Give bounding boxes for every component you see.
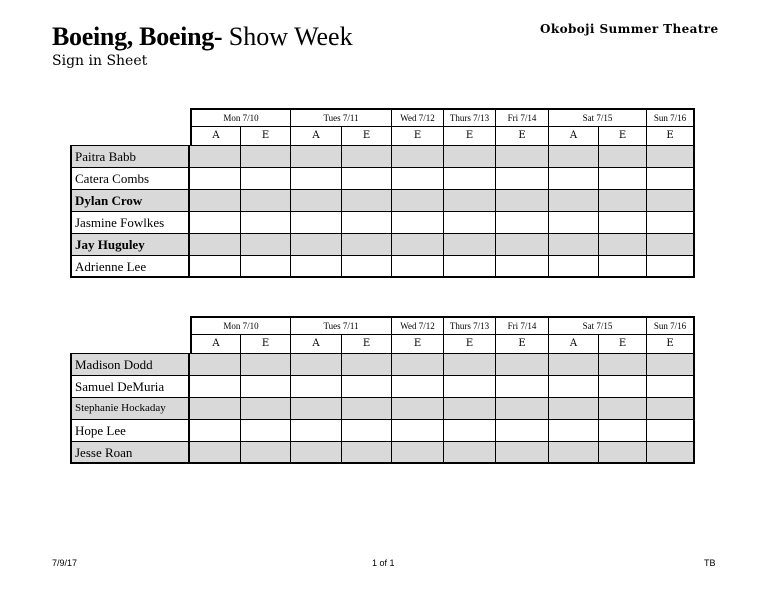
sign-in-cell[interactable] xyxy=(190,375,241,397)
sign-in-cell[interactable] xyxy=(496,419,549,441)
sign-in-row xyxy=(190,233,695,255)
sign-in-cell[interactable] xyxy=(496,167,549,189)
performance-type-header: A xyxy=(190,126,241,145)
sign-in-cell[interactable] xyxy=(599,189,647,211)
sign-in-cell[interactable] xyxy=(647,397,695,419)
sign-in-cell[interactable] xyxy=(241,189,291,211)
cast-member-name: Paitra Babb xyxy=(70,145,190,167)
sign-in-cell[interactable] xyxy=(444,353,496,375)
sign-in-cell[interactable] xyxy=(549,211,599,233)
performance-type-header: A xyxy=(291,126,342,145)
day-header: Tues 7/11 xyxy=(291,316,392,334)
subtitle: Sign in Sheet xyxy=(52,53,148,69)
performance-type-header: E xyxy=(496,334,549,353)
sign-in-cell[interactable] xyxy=(241,255,291,277)
sign-in-cell[interactable] xyxy=(190,419,241,441)
table-bottom-border xyxy=(70,462,695,464)
sign-in-row xyxy=(190,441,695,463)
sign-in-cell[interactable] xyxy=(444,145,496,167)
performance-type-header: E xyxy=(342,334,392,353)
day-header: Sun 7/16 xyxy=(647,316,695,334)
sign-in-cell[interactable] xyxy=(647,419,695,441)
sign-in-cell[interactable] xyxy=(392,233,444,255)
sign-in-cell[interactable] xyxy=(549,441,599,463)
day-header: Fri 7/14 xyxy=(496,316,549,334)
sign-in-cell[interactable] xyxy=(342,233,392,255)
sign-in-row xyxy=(190,189,695,211)
sign-in-cell[interactable] xyxy=(190,397,241,419)
sign-in-cell[interactable] xyxy=(647,353,695,375)
sign-in-cell[interactable] xyxy=(444,167,496,189)
sign-in-cell[interactable] xyxy=(599,419,647,441)
performance-type-header: A xyxy=(291,334,342,353)
sign-in-cell[interactable] xyxy=(342,255,392,277)
sign-in-cell[interactable] xyxy=(444,189,496,211)
sign-in-cell[interactable] xyxy=(342,441,392,463)
sign-in-cell[interactable] xyxy=(599,211,647,233)
sign-in-row xyxy=(190,419,695,441)
sign-in-cell[interactable] xyxy=(647,189,695,211)
day-header: Fri 7/14 xyxy=(496,108,549,126)
sign-in-cell[interactable] xyxy=(647,211,695,233)
performance-type-header: A xyxy=(549,126,599,145)
sign-in-cell[interactable] xyxy=(496,375,549,397)
table-bottom-border xyxy=(70,276,695,278)
sign-in-cell[interactable] xyxy=(190,233,241,255)
performance-type-header: A xyxy=(549,334,599,353)
sign-in-cell[interactable] xyxy=(444,255,496,277)
sign-in-cell[interactable] xyxy=(444,441,496,463)
sign-in-cell[interactable] xyxy=(392,211,444,233)
cast-member-name: Stephanie Hockaday xyxy=(70,397,190,419)
sign-in-cell[interactable] xyxy=(241,145,291,167)
sign-in-cell[interactable] xyxy=(241,167,291,189)
sign-in-cell[interactable] xyxy=(496,255,549,277)
sign-in-cell[interactable] xyxy=(496,233,549,255)
performance-type-header: E xyxy=(647,334,695,353)
sign-in-cell[interactable] xyxy=(549,419,599,441)
sign-in-cell[interactable] xyxy=(392,353,444,375)
sign-in-cell[interactable] xyxy=(291,375,342,397)
sign-in-cell[interactable] xyxy=(496,441,549,463)
sign-in-cell[interactable] xyxy=(241,397,291,419)
day-header: Thurs 7/13 xyxy=(444,108,496,126)
performance-type-header: E xyxy=(647,126,695,145)
cast-member-name: Samuel DeMuria xyxy=(70,375,190,397)
sign-in-cell[interactable] xyxy=(291,211,342,233)
cast-member-name: Dylan Crow xyxy=(70,189,190,211)
sign-in-cell[interactable] xyxy=(444,397,496,419)
sign-in-cell[interactable] xyxy=(392,441,444,463)
sign-in-cell[interactable] xyxy=(342,353,392,375)
sign-in-cell[interactable] xyxy=(392,167,444,189)
sign-in-cell[interactable] xyxy=(342,145,392,167)
sign-in-cell[interactable] xyxy=(241,375,291,397)
day-header: Wed 7/12 xyxy=(392,108,444,126)
sign-in-cell[interactable] xyxy=(549,397,599,419)
sign-in-cell[interactable] xyxy=(392,145,444,167)
performance-type-header: E xyxy=(496,126,549,145)
sign-in-cell[interactable] xyxy=(549,353,599,375)
sign-in-cell[interactable] xyxy=(549,145,599,167)
sign-in-row xyxy=(190,397,695,419)
sign-in-cell[interactable] xyxy=(392,397,444,419)
sign-in-cell[interactable] xyxy=(599,255,647,277)
sign-in-cell[interactable] xyxy=(392,255,444,277)
sign-in-cell[interactable] xyxy=(444,419,496,441)
day-header: Wed 7/12 xyxy=(392,316,444,334)
sign-in-cell[interactable] xyxy=(549,233,599,255)
sign-in-cell[interactable] xyxy=(291,167,342,189)
sign-in-cell[interactable] xyxy=(392,189,444,211)
sign-in-cell[interactable] xyxy=(647,375,695,397)
sign-in-cell[interactable] xyxy=(342,167,392,189)
sign-in-cell[interactable] xyxy=(291,419,342,441)
sign-in-cell[interactable] xyxy=(392,375,444,397)
title-suffix: Show Week xyxy=(222,22,353,51)
sign-in-row xyxy=(190,145,695,167)
sign-in-cell[interactable] xyxy=(342,419,392,441)
sign-in-cell[interactable] xyxy=(496,397,549,419)
sign-in-cell[interactable] xyxy=(496,353,549,375)
day-header: Tues 7/11 xyxy=(291,108,392,126)
sign-in-cell[interactable] xyxy=(599,145,647,167)
sign-in-cell[interactable] xyxy=(241,233,291,255)
performance-type-header: E xyxy=(392,334,444,353)
sign-in-row xyxy=(190,375,695,397)
sign-in-cell[interactable] xyxy=(444,375,496,397)
sign-in-cell[interactable] xyxy=(291,397,342,419)
sign-in-row xyxy=(190,255,695,277)
cast-member-name: Jasmine Fowlkes xyxy=(70,211,190,233)
day-header: Sun 7/16 xyxy=(647,108,695,126)
cast-member-name: Adrienne Lee xyxy=(70,255,190,277)
day-header: Mon 7/10 xyxy=(190,108,291,126)
sign-in-cell[interactable] xyxy=(549,189,599,211)
sign-in-cell[interactable] xyxy=(444,233,496,255)
sign-in-cell[interactable] xyxy=(291,233,342,255)
sign-in-cell[interactable] xyxy=(291,145,342,167)
sign-in-cell[interactable] xyxy=(342,211,392,233)
page-title xyxy=(52,21,353,53)
cast-member-name: Jesse Roan xyxy=(70,441,190,463)
sign-in-row xyxy=(190,211,695,233)
sign-in-cell[interactable] xyxy=(241,419,291,441)
performance-type-header: E xyxy=(444,126,496,145)
sign-in-cell[interactable] xyxy=(190,189,241,211)
performance-type-header: E xyxy=(392,126,444,145)
sign-in-cell[interactable] xyxy=(291,441,342,463)
sign-in-cell[interactable] xyxy=(342,397,392,419)
sign-in-cell[interactable] xyxy=(599,167,647,189)
cast-member-name: Catera Combs xyxy=(70,167,190,189)
performance-type-header: E xyxy=(342,126,392,145)
sign-in-cell[interactable] xyxy=(291,189,342,211)
sign-in-cell[interactable] xyxy=(599,375,647,397)
sign-in-cell[interactable] xyxy=(496,189,549,211)
performance-type-header: E xyxy=(444,334,496,353)
show-title: Boeing, Boeing- xyxy=(52,22,223,51)
sign-in-cell[interactable] xyxy=(647,255,695,277)
day-header: Mon 7/10 xyxy=(190,316,291,334)
sign-in-cell[interactable] xyxy=(599,353,647,375)
day-header: Sat 7/15 xyxy=(549,316,647,334)
sign-in-cell[interactable] xyxy=(647,233,695,255)
sign-in-cell[interactable] xyxy=(291,255,342,277)
sign-in-cell[interactable] xyxy=(190,145,241,167)
day-header: Sat 7/15 xyxy=(549,108,647,126)
cast-member-name: Madison Dodd xyxy=(70,353,190,375)
sign-in-cell[interactable] xyxy=(190,441,241,463)
sign-in-cell[interactable] xyxy=(342,189,392,211)
sign-in-cell[interactable] xyxy=(392,419,444,441)
sign-in-cell[interactable] xyxy=(647,441,695,463)
sign-in-cell[interactable] xyxy=(291,353,342,375)
sign-in-row xyxy=(190,353,695,375)
company-name: Okoboji Summer Theatre xyxy=(540,22,719,36)
sign-in-cell[interactable] xyxy=(241,211,291,233)
sign-in-cell[interactable] xyxy=(190,167,241,189)
sign-in-cell[interactable] xyxy=(496,211,549,233)
sign-in-cell[interactable] xyxy=(190,353,241,375)
performance-type-header: E xyxy=(241,126,291,145)
sign-in-cell[interactable] xyxy=(599,233,647,255)
sign-in-cell[interactable] xyxy=(647,167,695,189)
day-header: Thurs 7/13 xyxy=(444,316,496,334)
footer-page: 1 of 1 xyxy=(372,558,395,568)
cast-member-name: Jay Huguley xyxy=(70,233,190,255)
sign-in-cell[interactable] xyxy=(599,397,647,419)
footer-initials: TB xyxy=(704,558,716,568)
performance-type-header: A xyxy=(190,334,241,353)
sign-in-cell[interactable] xyxy=(496,145,549,167)
sign-in-cell[interactable] xyxy=(647,145,695,167)
performance-type-header: E xyxy=(599,126,647,145)
sign-in-cell[interactable] xyxy=(599,441,647,463)
sign-in-cell[interactable] xyxy=(241,441,291,463)
sign-in-cell[interactable] xyxy=(190,211,241,233)
sign-in-row xyxy=(190,167,695,189)
footer-date: 7/9/17 xyxy=(52,558,78,568)
sign-in-cell[interactable] xyxy=(444,211,496,233)
sign-in-cell[interactable] xyxy=(549,375,599,397)
performance-type-header: E xyxy=(241,334,291,353)
sign-in-cell[interactable] xyxy=(342,375,392,397)
sign-in-cell[interactable] xyxy=(549,255,599,277)
sign-in-cell[interactable] xyxy=(549,167,599,189)
performance-type-header: E xyxy=(599,334,647,353)
cast-member-name: Hope Lee xyxy=(70,419,190,441)
sign-in-cell[interactable] xyxy=(190,255,241,277)
sign-in-cell[interactable] xyxy=(241,353,291,375)
